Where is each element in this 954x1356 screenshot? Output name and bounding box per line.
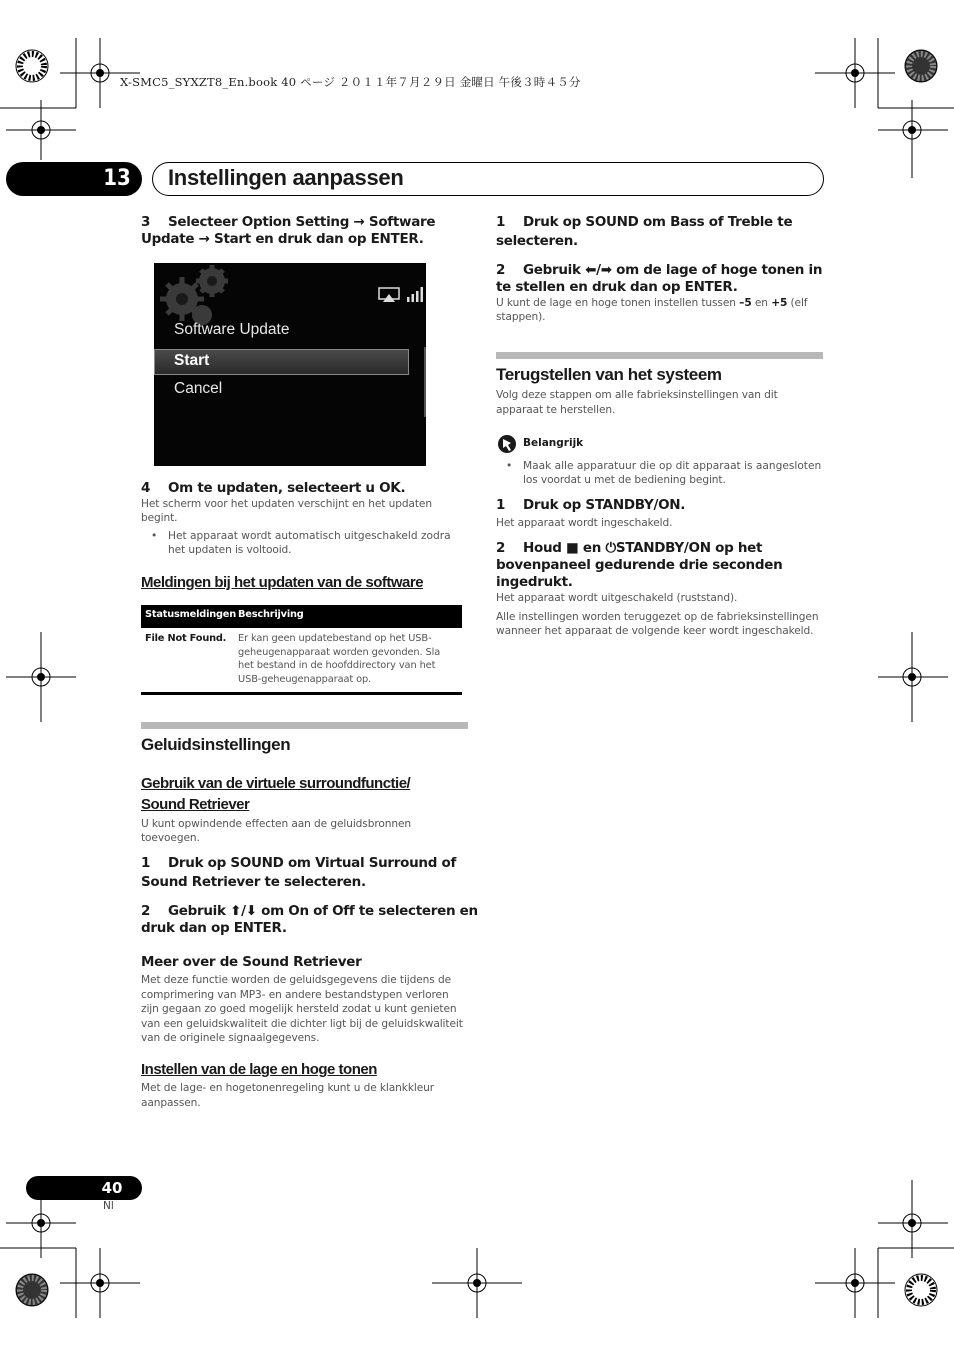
- signal-strength-icon: [406, 285, 426, 303]
- reset-body-2: apparaat te herstellen.: [496, 404, 616, 416]
- menu-item-cancel[interactable]: Cancel: [174, 380, 223, 397]
- menu-item-start[interactable]: Start: [174, 352, 210, 369]
- print-header: X-SMC5_SYXZT8_En.book 40 ページ ２０１１年７月２９日 金曜日 午後３時４５分: [120, 75, 581, 89]
- tone-heading: Instellen van de lage en hoge tonen: [141, 1061, 377, 1078]
- step-number: 2: [496, 262, 506, 278]
- table-header-status: Statusmeldingen: [145, 609, 237, 620]
- software-update-screen: [154, 263, 426, 466]
- step-text: Gebruik ⬅/➡ om de lage of hoge tonen in: [523, 262, 823, 278]
- step-4: [141, 480, 405, 497]
- step-number: 1: [496, 497, 506, 513]
- tone-step-2-body-1: U kunt de lage en hoge tonen instellen tussen –5 en +5 (elf: [496, 297, 808, 309]
- reset-step-1-body: Het apparaat wordt ingeschakeld.: [496, 517, 673, 529]
- tone-step-2: [496, 262, 822, 279]
- step-3: [141, 214, 435, 231]
- surround-step-1: [141, 855, 456, 872]
- section-divider: [141, 722, 468, 729]
- page-language: Nl: [103, 1200, 114, 1212]
- sound-settings-heading: Geluidsinstellingen: [141, 735, 291, 754]
- airplay-icon: [378, 287, 400, 303]
- step-number: 2: [141, 903, 151, 919]
- tone-body-1: Met de lage- en hogetonenregeling kunt u de klankkleur: [141, 1082, 434, 1094]
- screen-scrollbar: [424, 347, 426, 417]
- tone-step-1-line2: selecteren.: [496, 233, 578, 249]
- reset-heading: Terugstellen van het systeem: [496, 365, 722, 384]
- table-header-description: Beschrijving: [238, 609, 304, 620]
- tone-step-1: [496, 214, 792, 231]
- gear-decoration-icon: [154, 263, 264, 353]
- step-number: 2: [496, 540, 506, 556]
- step-number: 1: [496, 214, 506, 230]
- step-4-body-1: Het scherm voor het updaten verschijnt en het updaten: [141, 498, 432, 510]
- step-number: 1: [141, 855, 151, 871]
- step-4-body-2: begint.: [141, 512, 178, 524]
- step-text: Houd ■ en ⏻STANDBY/ON op het: [523, 540, 763, 556]
- reset-step-1: [496, 497, 685, 514]
- surround-step-1-line2: Sound Retriever te selecteren.: [141, 874, 366, 890]
- important-icon: [497, 434, 517, 454]
- step-3-line2: Update → Start en druk dan op ENTER.: [141, 231, 424, 247]
- bullet-item-cont: los voordat u met de bediening begint.: [523, 474, 726, 486]
- reset-step-2-line3: ingedrukt.: [496, 574, 573, 590]
- step-text: Gebruik ⬆/⬇ om On of Off te selecteren en: [168, 903, 478, 919]
- tone-step-2-line2: te stellen en druk dan op ENTER.: [496, 279, 738, 295]
- chapter-number: 13: [103, 166, 131, 191]
- surround-step-2: [141, 903, 478, 920]
- important-label: Belangrijk: [523, 437, 584, 449]
- step-text: Druk op SOUND om Bass of Treble te: [523, 214, 793, 230]
- messages-heading: Meldingen bij het updaten van de software: [141, 574, 424, 591]
- step-text: Om te updaten, selecteert u OK.: [168, 480, 406, 496]
- table-cell-status: File Not Found.: [145, 633, 227, 644]
- reset-step-2-body-3: wanneer het apparaat de volgende keer wordt ingeschakeld.: [496, 625, 814, 637]
- bullet-item: • Maak alle apparatuur die op dit apparaat is aangesloten: [506, 460, 822, 472]
- surround-heading-1: Gebruik van de virtuele surroundfunctie/: [141, 775, 411, 792]
- reset-step-2-body-1: Het apparaat wordt uitgeschakeld (ruststand).: [496, 592, 738, 604]
- reset-step-2: [496, 540, 762, 557]
- bullet-item: • Het apparaat wordt automatisch uitgeschakeld zodra: [151, 530, 451, 542]
- retriever-heading: Meer over de Sound Retriever: [141, 954, 362, 970]
- table-bottom-rule: [141, 692, 462, 695]
- step-text: Druk op STANDBY/ON.: [523, 497, 686, 513]
- page-number: 40: [101, 1179, 123, 1197]
- surround-step-2-line2: druk dan op ENTER.: [141, 920, 287, 936]
- bullet-item-cont: het updaten is voltooid.: [168, 544, 292, 556]
- step-number: 3: [141, 214, 151, 230]
- tone-step-2-body-2: stappen).: [496, 311, 546, 323]
- step-text: Druk op SOUND om Virtual Surround of: [168, 855, 457, 871]
- step-text: Selecteer Option Setting → Software: [168, 214, 436, 230]
- surround-body-1: U kunt opwindende effecten aan de geluidsbronnen: [141, 818, 411, 830]
- surround-heading-2: Sound Retriever: [141, 796, 250, 813]
- step-number: 4: [141, 480, 151, 496]
- section-divider: [496, 352, 823, 359]
- reset-step-2-line2: bovenpaneel gedurende drie seconden: [496, 557, 783, 573]
- table-cell-description: Er kan geen updatebestand op het USB- geheugenapparaat worden gevonden. Sla het bestand in de hoofddirectory van het USB-geheugenapparaat op.: [238, 633, 441, 685]
- surround-body-2: toevoegen.: [141, 832, 200, 844]
- reset-body-1: Volg deze stappen om alle fabrieksinstellingen van dit: [496, 389, 778, 401]
- retriever-body: Met deze functie worden de geluidsgegevens die tijdens de comprimering van MP3- en andere bestandstypen verloren zijn gegaan zo goed mogelijk hersteld zodat u kunt genieten van een geluidskwaliteit die dichter ligt bij de geluidskwaliteit van de originele signaalgegevens.: [141, 974, 463, 1044]
- reset-step-2-body-2: Alle instellingen worden teruggezet op de fabrieksinstellingen: [496, 611, 819, 623]
- chapter-title: Instellingen aanpassen: [168, 165, 404, 190]
- screen-title: Software Update: [174, 321, 290, 338]
- tone-body-2: aanpassen.: [141, 1097, 201, 1109]
